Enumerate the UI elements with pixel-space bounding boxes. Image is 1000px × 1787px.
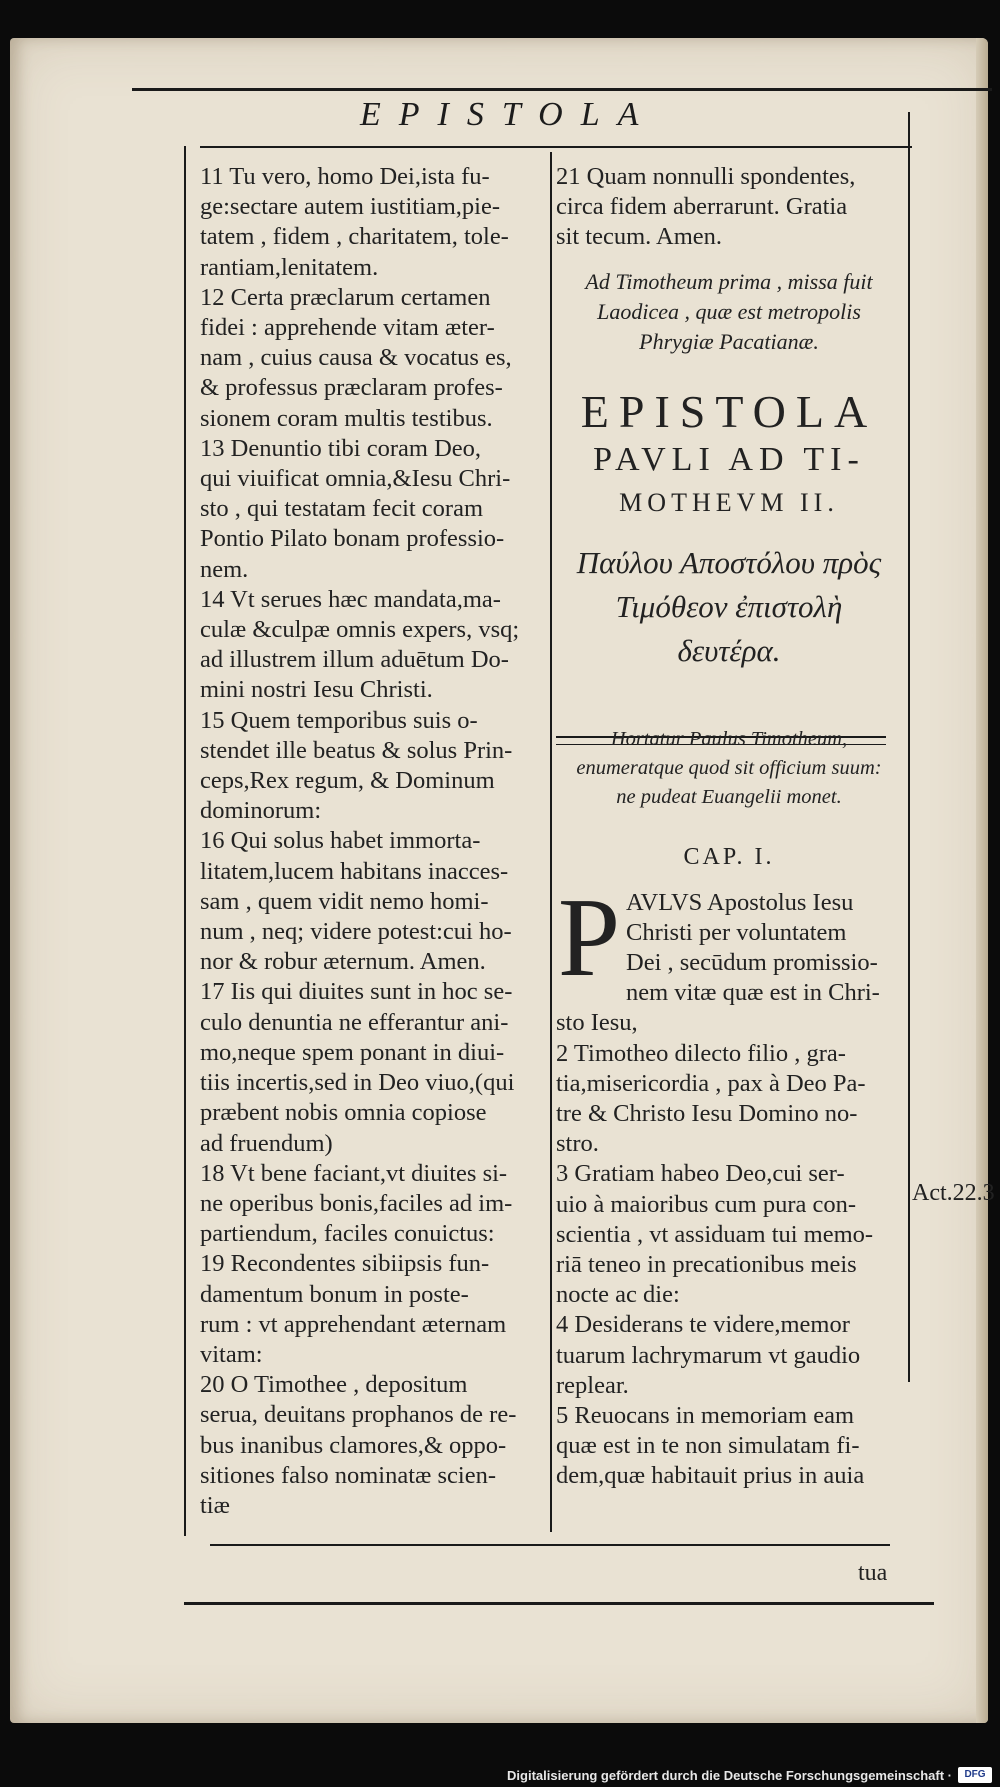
left-column [200,162,545,1521]
text-line: dominorum: [200,797,322,825]
text-line: mo,neque spem ponant in diui- [200,1038,505,1066]
bottom-rule [184,1602,934,1605]
epistle-subtitle-1: PAVLI AD TI- [593,440,865,478]
column-divider [550,152,552,1532]
epistle-title: EPISTOLA [580,385,878,437]
text-line: fidei : apprehende vitam æter- [200,314,495,342]
subscription-note [556,267,902,357]
text-line: rantiam,lenitatem. [200,253,379,281]
text-line: 3 Gratiam habeo Deo,cui ser- [556,1160,845,1188]
text-line: circa fidem aberrarunt. Gratia [556,193,848,221]
argument-line: Hortatur Paulus Timotheum, [610,727,848,750]
argument-line: ne pudeat Euangelii monet. [616,785,842,808]
text-line: tre & Christo Iesu Domino no- [556,1100,858,1128]
text-line: 13 Denuntio tibi coram Deo, [200,434,482,462]
text-line: vitam: [200,1340,263,1368]
text-line: nem. [200,555,249,583]
text-line: 11 Tu vero, homo Dei,ista fu- [200,163,490,190]
text-line: 12 Certa præclarum certamen [200,283,491,311]
text-line: præbent nobis omnia copiose [200,1099,487,1127]
text-line: litatem,lucem habitans inacces- [200,857,509,885]
text-line: ad illustrem illum aduētum Do- [200,646,509,674]
text-line: ceps,Rex regum, & Dominum [200,767,495,795]
text-line: 14 Vt serues hæc mandata,ma- [200,585,501,613]
subscription-line: Laodicea , quæ est metropolis [597,298,861,324]
text-line: sto Iesu, [556,1009,638,1037]
text-line: nam , cuius causa & vocatus es, [200,344,512,372]
catchword: tua [858,1560,888,1586]
text-line: tatem , fidem , charitatem, tole- [200,223,509,251]
text-line: 5 Reuocans in memoriam eam [556,1402,854,1430]
text-line: ge:sectare autem iustitiam,pie- [200,193,501,221]
text-line: Pontio Pilato bonam professio- [200,525,505,553]
epistle-subtitle-2: MOTHEVM II. [619,487,839,517]
text-line: ad fruendum) [200,1129,333,1157]
greek-line: Παύλου Αποστόλου πρὸς [576,544,882,580]
running-title: EPISTOLA [360,96,657,133]
text-line: serua, deuitans prophanos de re- [200,1401,517,1429]
text-line: bus inanibus clamores,& oppo- [200,1431,507,1459]
text-line: 19 Recondentes sibiipsis fun- [200,1250,490,1278]
chapter-argument [556,725,902,812]
text-line: ne operibus bonis,faciles ad im- [200,1189,513,1217]
left-margin-rule [184,146,186,1536]
text-line: nocte ac die: [556,1281,680,1309]
text-line: scientia , vt assiduam tui memo- [556,1220,874,1248]
text-line: stro. [556,1130,599,1158]
right-margin-rule [908,112,910,1382]
text-line: damentum bonum in poste- [200,1280,469,1308]
header-rule-lower [200,146,912,148]
greek-line: δευτέρα. [677,632,781,668]
text-line: sam , quem vidit nemo homi- [200,887,489,915]
text-line: sto , qui testatam fecit coram [200,495,484,523]
text-line: replear. [556,1371,629,1399]
chapter-heading: CAP. I. [683,843,775,870]
text-line: quæ est in te non simulatam fi- [556,1432,860,1460]
footer-bar [0,1761,1000,1787]
text-line: 20 O Timothee , depositum [200,1371,468,1399]
footer-rule [210,1544,890,1546]
text-line: 16 Qui solus habet immorta- [200,827,481,855]
text-line: 15 Quem temporibus suis o- [200,706,478,734]
text-line: mini nostri Iesu Christi. [200,676,433,704]
text-line: Christi per voluntatem [626,918,847,946]
text-line: sionem coram multis testibus. [200,404,493,432]
text-line: partiendum, faciles conuictus: [200,1220,495,1248]
text-line: dem,quæ habitauit prius in auia [556,1462,865,1490]
text-line: 18 Vt bene faciant,vt diuites si- [200,1159,508,1187]
marginal-reference: Act.22.3 [912,1180,995,1206]
chapter-body [556,875,902,1492]
text-line: nem vitæ quæ est in Chri- [626,979,880,1007]
drop-cap: P [557,875,621,1000]
greek-heading [556,541,902,673]
text-line: 17 Iis qui diuites sunt in hoc se- [200,978,513,1006]
text-line: num , neq; videre potest:cui ho- [200,918,512,946]
text-line: culo denuntia ne efferantur ani- [200,1008,509,1036]
text-line: sit tecum. Amen. [556,223,723,251]
text-line: stendet ille beatus & solus Prin- [200,736,513,764]
text-line: uio à maioribus cum pura con- [556,1190,857,1218]
text-line: riā teneo in precationibus meis [556,1251,857,1279]
text-line: tuarum lachrymarum vt gaudio [556,1341,861,1369]
digitization-credit: Digitalisierung gefördert durch die Deutsche Forschungsgemeinschaft · [507,1768,952,1783]
text-line: qui viuificat omnia,&Iesu Chri- [200,465,511,493]
subscription-line: Ad Timotheum prima , missa fuit [585,268,873,294]
text-line: tia,misericordia , pax à Deo Pa- [556,1069,866,1097]
text-line: 21 Quam nonnulli spondentes, [556,163,856,190]
text-line: rum : vt apprehendant æternam [200,1310,507,1338]
text-line: nor & robur æternum. Amen. [200,948,486,976]
text-line: AVLVS Apostolus Iesu [626,888,854,916]
text-line: tiæ [200,1491,230,1519]
text-line: culæ &culpæ omnis expers, vsq; [200,616,520,644]
dfg-logo: DFG [958,1767,992,1783]
text-line: sitiones falso nominatæ scien- [200,1461,496,1489]
header-rule [132,88,992,91]
subscription-line: Phrygiæ Pacatianæ. [639,328,819,354]
right-column [556,162,902,1492]
page-fore-edge [976,38,988,1723]
argument-line: enumeratque quod sit officium suum: [576,756,882,779]
text-line: & professus præclaram profes- [200,374,503,402]
text-line: 4 Desiderans te videre,memor [556,1311,850,1339]
text-line: Dei , secūdum promissio- [626,949,878,977]
text-line: tiis incertis,sed in Deo viuo,(qui [200,1069,515,1097]
text-line: 2 Timotheo dilecto filio , gra- [556,1039,846,1067]
greek-line: Τιμόθεον ἐπιστολὴ [615,588,843,624]
